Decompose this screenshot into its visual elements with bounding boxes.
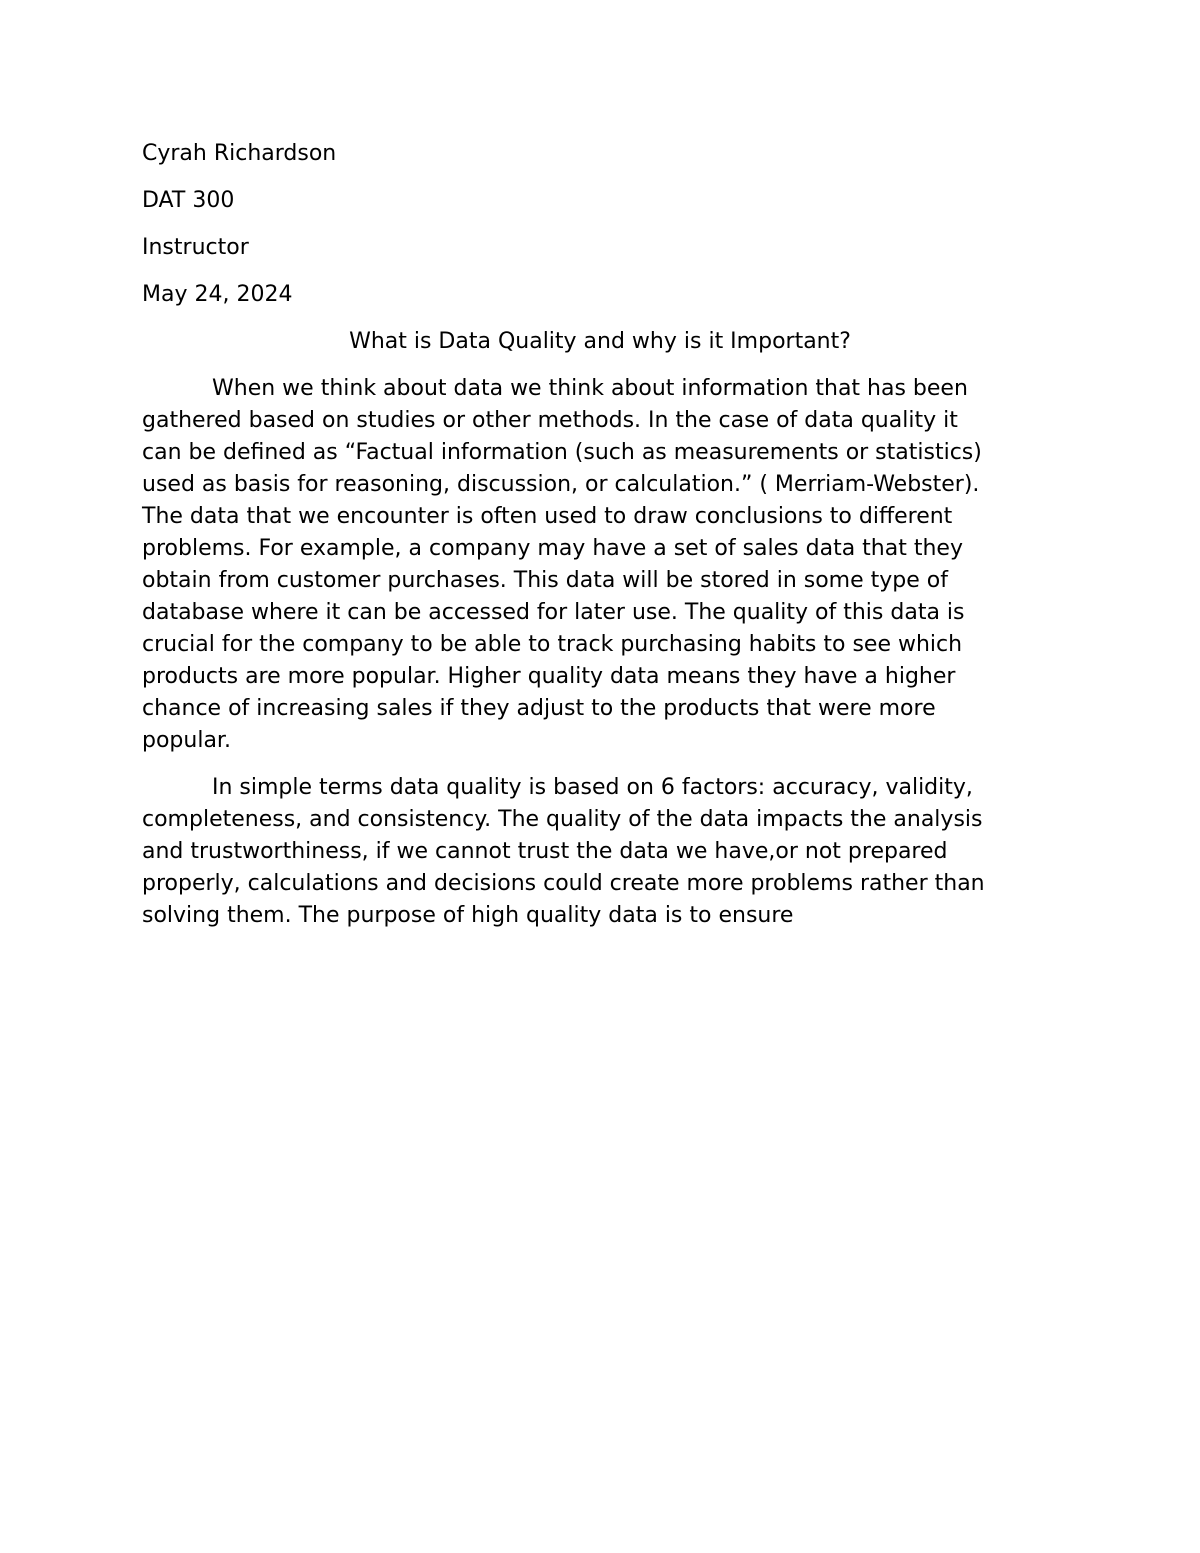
paragraph-line: crucial for the company to be able to track purchasing habits to see which <box>142 632 963 657</box>
paragraph-1 <box>142 373 1058 757</box>
instructor-name: Instructor <box>142 235 249 260</box>
paragraph-line: products are more popular. Higher quality data means they have a higher <box>142 664 956 689</box>
paragraph-2 <box>142 772 1058 932</box>
paragraph-line: and trustworthiness, if we cannot trust the data we have,or not prepared <box>142 839 948 864</box>
paragraph-line: In simple terms data quality is based on 6 factors: accuracy, validity, <box>212 775 973 800</box>
paragraph-line: can be defined as “Factual information (such as measurements or statistics) <box>142 440 982 465</box>
course-code: DAT 300 <box>142 188 235 213</box>
paragraph-line: completeness, and consistency. The quality of the data impacts the analysis <box>142 807 983 832</box>
document-body <box>142 138 1058 947</box>
paragraph-line: obtain from customer purchases. This data will be stored in some type of <box>142 568 948 593</box>
paragraph-line: solving them. The purpose of high quality data is to ensure <box>142 903 794 928</box>
paragraph-line: used as basis for reasoning, discussion, or calculation.” ( Merriam-Webster). <box>142 472 980 497</box>
document-date: May 24, 2024 <box>142 282 293 307</box>
paragraph-line: properly, calculations and decisions could create more problems rather than <box>142 871 985 896</box>
paragraph-line: When we think about data we think about information that has been <box>212 376 968 401</box>
author-name: Cyrah Richardson <box>142 141 337 166</box>
paragraph-line: chance of increasing sales if they adjust to the products that were more <box>142 696 936 721</box>
paragraph-line: database where it can be accessed for later use. The quality of this data is <box>142 600 965 625</box>
paragraph-line: problems. For example, a company may have a set of sales data that they <box>142 536 963 561</box>
paragraph-line: The data that we encounter is often used to draw conclusions to different <box>142 504 953 529</box>
paragraph-line: popular. <box>142 728 231 753</box>
document-title: What is Data Quality and why is it Important? <box>349 329 851 354</box>
paragraph-line: gathered based on studies or other methods. In the case of data quality it <box>142 408 958 433</box>
